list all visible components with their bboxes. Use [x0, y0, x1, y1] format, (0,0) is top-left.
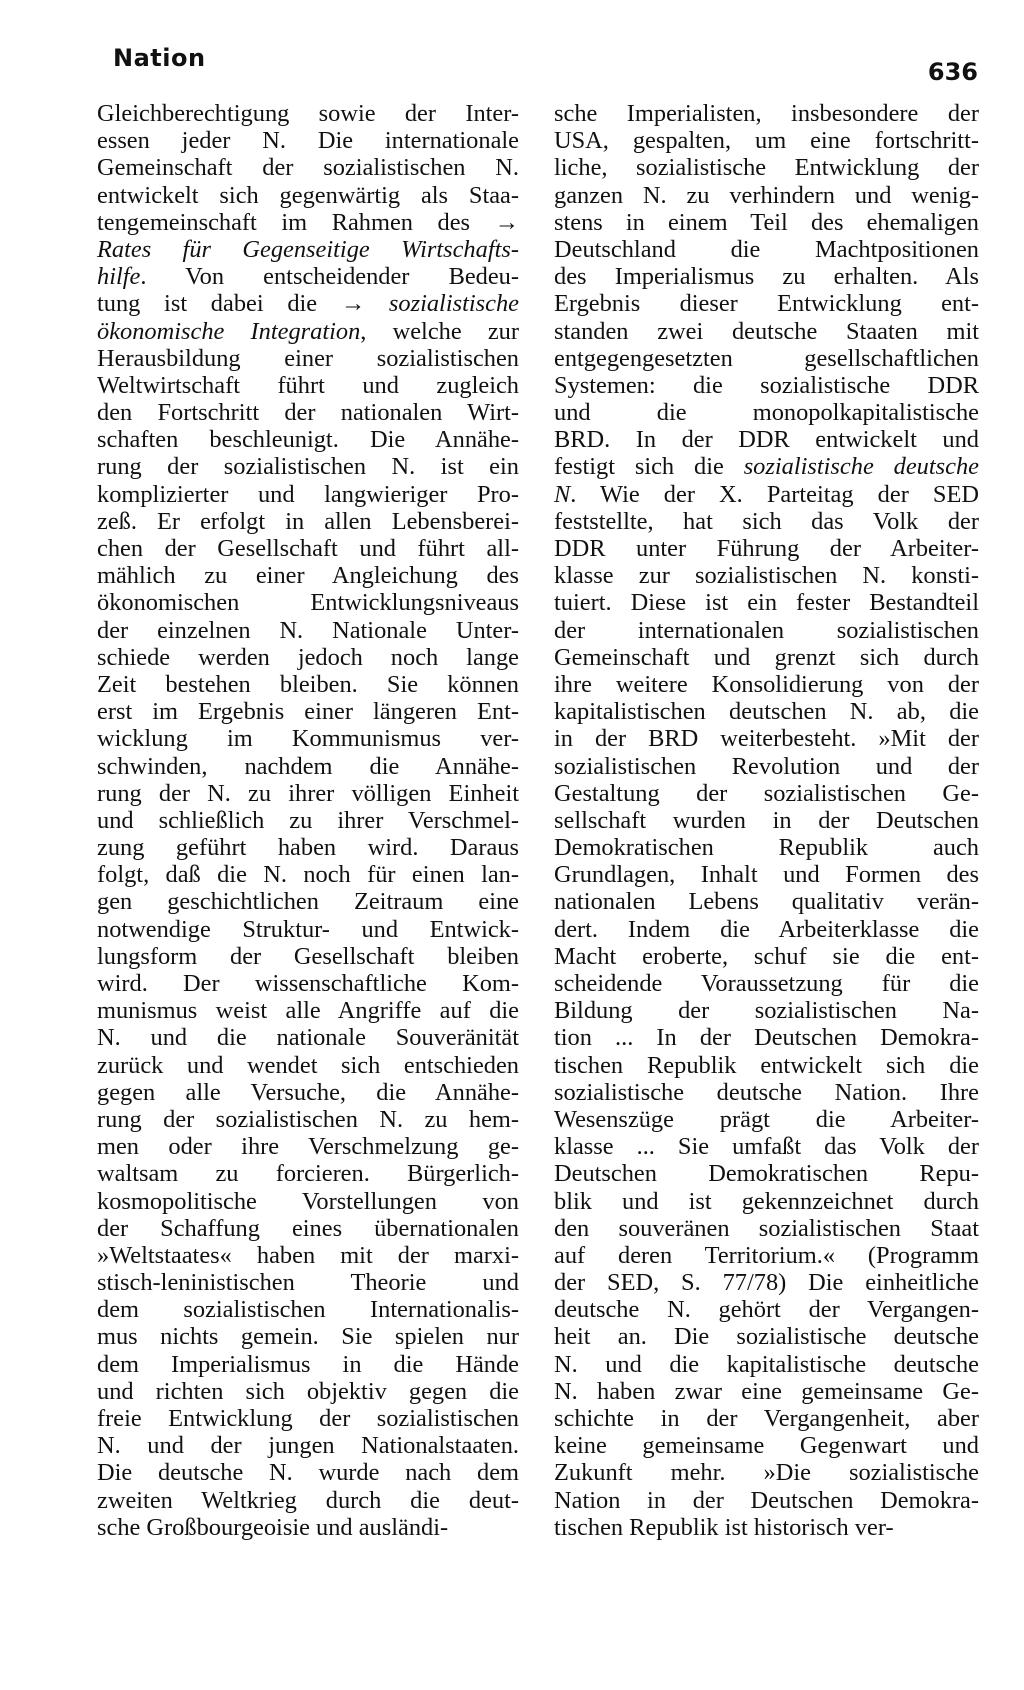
text-line: ihre weitere Konsolidierung von der: [554, 670, 979, 698]
text-line: tuiert. Diese ist ein fester Bestandteil: [554, 589, 979, 617]
text-line: zeß. Er erfolgt in allen Lebensberei-: [97, 507, 519, 535]
text-line: Rates für Gegenseitige Wirtschafts-: [97, 235, 519, 263]
text-line: Die deutsche N. wurde nach dem: [97, 1459, 519, 1487]
text-line: auf deren Territorium.« (Programm: [554, 1241, 979, 1269]
text-line: ökonomischen Entwicklungsniveaus: [97, 589, 519, 617]
text-line: wird. Der wissenschaftliche Kom-: [97, 970, 519, 997]
text-line: Zukunft mehr. »Die sozialistische: [554, 1459, 979, 1487]
text-line: waltsam zu forcieren. Bürgerlich-: [97, 1160, 519, 1188]
text-line: hilfe. Von entscheidender Bedeu-: [97, 263, 519, 291]
text-line: Wesenszüge prägt die Arbeiter-: [554, 1105, 979, 1133]
text-line: rung der sozialistischen N. ist ein: [97, 453, 519, 481]
text-line: stens in einem Teil des ehemaligen: [554, 208, 979, 236]
text-line: entwickelt sich gegenwärtig als Staa-: [97, 181, 519, 209]
text-line: sozialistischen Revolution und der: [554, 752, 979, 780]
text-line: BRD. In der DDR entwickelt und: [554, 426, 979, 454]
text-line: Nation in der Deutschen Demokra-: [554, 1486, 979, 1514]
page-number: 636: [927, 58, 978, 86]
text-line: scheidende Voraussetzung für die: [554, 970, 979, 997]
text-line: Grundlagen, Inhalt und Formen des: [554, 861, 979, 889]
text-line: men oder ihre Verschmelzung ge-: [97, 1133, 519, 1161]
text-line: festigt sich die sozialistische deutsche: [554, 453, 979, 481]
text-line: klasse ... Sie umfaßt das Volk der: [554, 1133, 979, 1161]
text-line: Weltwirtschaft führt und zugleich: [97, 371, 519, 399]
text-line: USA, gespalten, um eine fortschritt-: [554, 127, 979, 155]
text-line: kapitalistischen deutschen N. ab, die: [554, 698, 979, 726]
text-line: keine gemeinsame Gegenwart und: [554, 1432, 979, 1460]
text-line: Macht eroberte, schuf sie die ent-: [554, 942, 979, 970]
text-line: Deutschen Demokratischen Repu-: [554, 1160, 979, 1188]
text-line: mählich zu einer Angleichung des: [97, 562, 519, 590]
text-line: notwendige Struktur- und Entwick-: [97, 915, 519, 943]
text-line: sozialistische deutsche Nation. Ihre: [554, 1078, 979, 1106]
text-column-right: [554, 100, 979, 1541]
text-line: tung ist dabei die → sozialistische: [97, 290, 519, 318]
text-line: schiede werden jedoch noch lange: [97, 643, 519, 671]
text-line: sellschaft wurden in der Deutschen: [554, 806, 979, 834]
text-line: Herausbildung einer sozialistischen: [97, 344, 519, 372]
text-line: sche Großbourgeoisie und ausländi-: [97, 1513, 449, 1541]
text-line: dem sozialistischen Internationalis-: [97, 1296, 519, 1324]
text-line: essen jeder N. Die internationale: [97, 127, 519, 155]
text-line: rung der N. zu ihrer völligen Einheit: [97, 779, 519, 807]
text-line: schwinden, nachdem die Annähe-: [97, 752, 519, 780]
text-line: deutsche N. gehört der Vergangen-: [554, 1296, 979, 1324]
text-line: N. haben zwar eine gemeinsame Ge-: [554, 1377, 979, 1405]
text-line: Gemeinschaft und grenzt sich durch: [554, 643, 979, 671]
text-line: Bildung der sozialistischen Na-: [554, 997, 979, 1025]
text-line: in der BRD weiterbesteht. »Mit der: [554, 725, 979, 753]
text-line: entgegengesetzten gesellschaftlichen: [554, 344, 979, 372]
text-line: ganzen N. zu verhindern und wenig-: [554, 181, 979, 209]
text-line: heit an. Die sozialistische deutsche: [554, 1323, 979, 1351]
text-line: Zeit bestehen bleiben. Sie können: [97, 670, 519, 698]
text-line: und die monopolkapitalistische: [554, 399, 979, 427]
text-line: gen geschichtlichen Zeitraum eine: [97, 888, 519, 916]
text-line: lungsform der Gesellschaft bleiben: [97, 942, 519, 970]
text-line: dem Imperialismus in die Hände: [97, 1350, 519, 1378]
text-line: Demokratischen Republik auch: [554, 834, 979, 862]
text-line: gegen alle Versuche, die Annähe-: [97, 1078, 519, 1106]
text-line: zweiten Weltkrieg durch die deut-: [97, 1486, 519, 1514]
text-line: N. Wie der X. Parteitag der SED: [554, 480, 979, 508]
text-line: erst im Ergebnis einer längeren Ent-: [97, 698, 519, 726]
text-line: Gemeinschaft der sozialistischen N.: [97, 154, 519, 182]
page-header-title: Nation: [113, 44, 206, 72]
text-line: kosmopolitische Vorstellungen von: [97, 1187, 519, 1215]
text-line: mus nichts gemein. Sie spielen nur: [97, 1323, 519, 1351]
text-line: stisch-leninistischen Theorie und: [97, 1269, 519, 1297]
text-line: ökonomische Integration, welche zur: [97, 317, 520, 345]
text-line: feststellte, hat sich das Volk der: [554, 507, 979, 535]
text-column-left: [97, 100, 519, 1541]
text-line: freie Entwicklung der sozialistischen: [97, 1405, 519, 1432]
text-line: rung der sozialistischen N. zu hem-: [97, 1105, 519, 1133]
text-line: der internationalen sozialistischen: [554, 616, 979, 644]
text-line: nationalen Lebens qualitativ verän-: [554, 888, 979, 916]
text-line: Deutschland die Machtpositionen: [554, 235, 979, 263]
text-line: klasse zur sozialistischen N. konsti-: [554, 562, 979, 590]
text-line: tischen Republik ist historisch ver-: [554, 1513, 894, 1541]
text-line: zurück und wendet sich entschieden: [97, 1051, 519, 1079]
text-line: sche Imperialisten, insbesondere der: [554, 100, 979, 127]
text-line: standen zwei deutsche Staaten mit: [554, 317, 979, 345]
text-line: tischen Republik entwickelt sich die: [554, 1051, 979, 1079]
text-line: munismus weist alle Angriffe auf die: [97, 997, 519, 1025]
text-line: N. und die kapitalistische deutsche: [554, 1350, 979, 1378]
text-line: den Fortschritt der nationalen Wirt-: [97, 399, 519, 427]
text-line: schaften beschleunigt. Die Annähe-: [97, 426, 519, 454]
text-line: der SED, S. 77/78) Die einheitliche: [554, 1269, 979, 1297]
text-line: dert. Indem die Arbeiterklasse die: [554, 915, 979, 943]
text-line: und richten sich objektiv gegen die: [97, 1377, 519, 1405]
text-line: DDR unter Führung der Arbeiter-: [554, 535, 979, 562]
text-line: komplizierter und langwieriger Pro-: [97, 480, 519, 508]
text-line: N. und die nationale Souveränität: [97, 1024, 519, 1052]
text-line: schichte in der Vergangenheit, aber: [554, 1405, 979, 1432]
text-line: Systemen: die sozialistische DDR: [554, 371, 979, 399]
text-line: tengemeinschaft im Rahmen des →: [97, 208, 519, 236]
text-line: der einzelnen N. Nationale Unter-: [97, 616, 519, 644]
text-line: des Imperialismus zu erhalten. Als: [554, 263, 979, 291]
text-line: Ergebnis dieser Entwicklung ent-: [554, 290, 979, 318]
text-line: zung geführt haben wird. Daraus: [97, 834, 519, 862]
text-line: Gestaltung der sozialistischen Ge-: [554, 779, 979, 807]
text-line: der Schaffung eines übernationalen: [97, 1214, 519, 1242]
text-line: und schließlich zu ihrer Verschmel-: [97, 806, 519, 834]
text-line: wicklung im Kommunismus ver-: [97, 725, 519, 753]
text-line: den souveränen sozialistischen Staat: [554, 1214, 979, 1242]
text-line: N. und der jungen Nationalstaaten.: [97, 1432, 519, 1460]
text-line: blik und ist gekennzeichnet durch: [554, 1187, 979, 1215]
text-line: folgt, daß die N. noch für einen lan-: [97, 861, 519, 889]
text-line: tion ... In der Deutschen Demokra-: [554, 1024, 979, 1052]
text-line: liche, sozialistische Entwicklung der: [554, 154, 979, 182]
text-line: »Weltstaates« haben mit der marxi-: [97, 1241, 519, 1269]
text-line: chen der Gesellschaft und führt all-: [97, 535, 519, 562]
text-line: Gleichberechtigung sowie der Inter-: [97, 100, 519, 127]
